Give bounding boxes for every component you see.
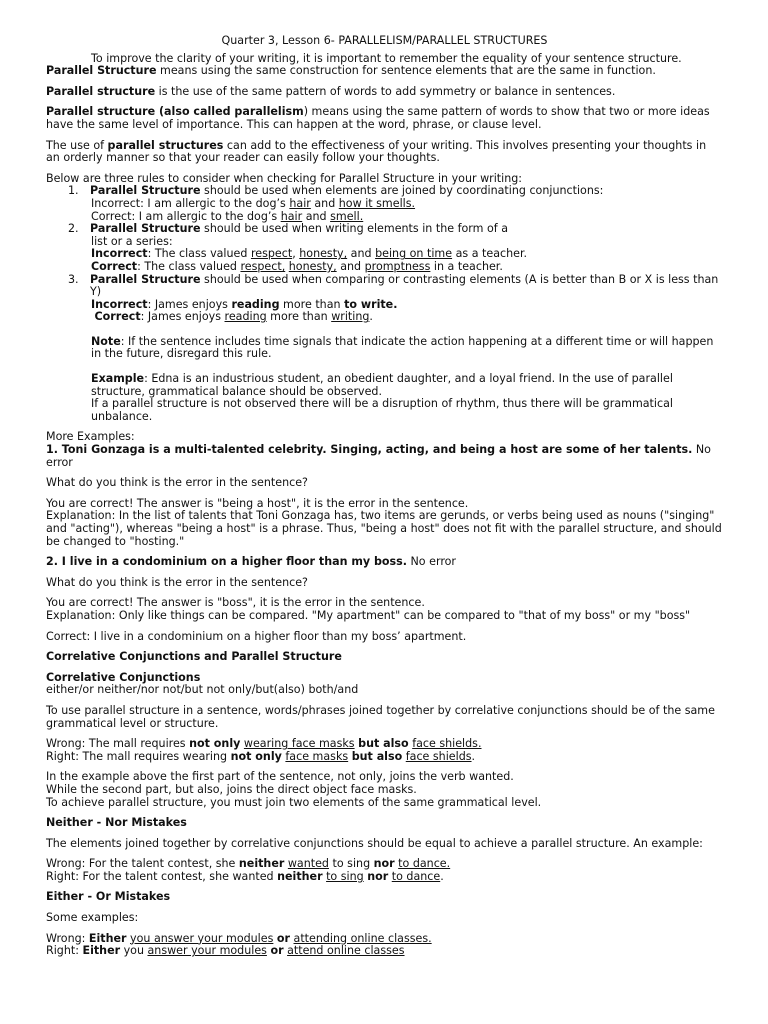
definition-2: Parallel structure is the use of the same pattern of words to add symmetry or balance in sentences. xyxy=(46,84,616,98)
rule-2: 2. Parallel Structure should be used when writing elements in the form of a list or a series: Incorrect: The class valued respect, honesty, and being on time as a teacher. Correct: The class valued respect, honesty, and promptness in a teacher. xyxy=(46,223,723,273)
rule-3: 3. Parallel Structure should be used when comparing or contrasting elements (A is better than B or X is less than Y) Incorrect: James enjoys reading more than to write. Correct: James enjoys reading more than writing. Note: If the sentence includes time signals that indicate the action happening at a different time or will happen in the future, disregard this rule. Example: Edna is an industrious student, an obedient daughter, and a loyal friend. In the use of parallel structure, grammatical balance should be observed. If a parallel structure is not observed there will be a disruption of rhythm, thus there will be grammatical unbalance. xyxy=(46,274,723,424)
definition-1-term: Parallel Structure xyxy=(46,64,157,78)
example-2-ask: What do you think is the error in the sentence? xyxy=(46,575,308,589)
correlative-explanation-1: In the example above the first part of the sentence, not only, joins the verb wanted. xyxy=(46,770,514,784)
definition-3: Parallel structure (also called parallelism) means using the same pattern of words to show that two or more ideas have the same level of importance. This can happen at the word, phrase, or clause level. xyxy=(46,105,710,131)
example-1-ask: What do you think is the error in the sentence? xyxy=(46,476,308,490)
example-2-answer: You are correct! The answer is "boss", it is the error in the sentence. xyxy=(46,596,425,610)
rules-heading: Below are three rules to consider when checking for Parallel Structure in your writing: xyxy=(46,171,523,185)
neither-nor-right: Right: For the talent contest, she wanted neither to sing nor to dance. xyxy=(46,869,444,883)
correlative-explanation-3: To achieve parallel structure, you must join two elements of the same grammatical level. xyxy=(46,795,542,809)
correlative-list: either/or neither/nor not/but not only/but(also) both/and xyxy=(46,683,359,697)
intro-line: To improve the clarity of your writing, it is important to remember the equality of your sentence structure. xyxy=(91,51,682,65)
correlative-wrong: Wrong: The mall requires not only wearing face masks but also face shields. xyxy=(46,737,482,751)
correlative-right: Right: The mall requires wearing not only face masks but also face shields. xyxy=(46,749,476,763)
neither-nor-wrong: Wrong: For the talent contest, she neither wanted to sing nor to dance. xyxy=(46,857,451,871)
rule-1-correct: Correct: I am allergic to the dog’s hair and smell. xyxy=(91,209,364,223)
rule-2-incorrect: Incorrect: The class valued respect, honesty, and being on time as a teacher. xyxy=(91,247,528,261)
correlative-explanation-2: While the second part, but also, joins the direct object face masks. xyxy=(46,782,417,796)
example-2-correct: Correct: I live in a condominium on a higher floor than my boss’ apartment. xyxy=(46,629,467,643)
example-2-question: 2. I live in a condominium on a higher floor than my boss. No error xyxy=(46,555,456,569)
correlative-paragraph: To use parallel structure in a sentence, words/phrases joined together by correlative conjunctions should be of the same grammatical level or structure. xyxy=(46,703,715,730)
rule-3-example: Example: Edna is an industrious student, an obedient daughter, and a loyal friend. In the use of parallel structure, grammatical balance should be observed. xyxy=(91,372,673,398)
page-title: Quarter 3, Lesson 6- PARALLELISM/PARALLEL STRUCTURES xyxy=(221,34,548,47)
rule-1-incorrect: Incorrect: I am allergic to the dog’s hair and how it smells. xyxy=(91,196,416,210)
correlative-heading: Correlative Conjunctions and Parallel Structure xyxy=(46,650,342,664)
rule-3-correct: Correct: James enjoys reading more than writing. xyxy=(94,310,373,324)
either-or-wrong: Wrong: Either you answer your modules or attending online classes. xyxy=(46,931,432,945)
neither-nor-paragraph: The elements joined together by correlative conjunctions should be equal to achieve a parallel structure. An example: xyxy=(46,836,703,850)
more-examples-heading: More Examples: xyxy=(46,430,135,444)
rule-3-incorrect: Incorrect: James enjoys reading more than to write. xyxy=(91,297,398,311)
correlative-subheading: Correlative Conjunctions xyxy=(46,670,201,684)
rule-3-note: Note: If the sentence includes time signals that indicate the action happening at a different time or will happen in the future, disregard this rule. xyxy=(91,334,714,361)
rule-1: 1. Parallel Structure should be used when elements are joined by coordinating conjunctions: Incorrect: I am allergic to the dog’s hair and how it smells. Correct: I am allergic to the dog’s hair and smell. xyxy=(46,185,723,223)
neither-nor-heading: Neither - Nor Mistakes xyxy=(46,816,187,830)
example-1-answer: You are correct! The answer is "being a host", it is the error in the sentence. xyxy=(46,496,469,510)
definition-1: Parallel Structure means using the same construction for sentence elements that are the same in function. xyxy=(46,64,656,78)
example-1-question: 1. Toni Gonzaga is a multi-talented celebrity. Singing, acting, and being a host are some of her talents. No error xyxy=(46,443,711,469)
example-1-explanation: Explanation: In the list of talents that Toni Gonzaga has, two items are gerunds, or verbs being used as nouns ("singing" and "acting"), whereas "being a host" is a phrase. Thus, "being a host" does not fit with the parallel structure, and should be changed to "hosting." xyxy=(46,509,722,548)
example-2-explanation: Explanation: Only like things can be compared. "My apartment" can be compared to "that of my boss" or my "boss" xyxy=(46,608,691,622)
either-or-right: Right: Either you answer your modules or attend online classes xyxy=(46,944,405,958)
rule-2-correct: Correct: The class valued respect, honesty, and promptness in a teacher. xyxy=(91,259,503,273)
either-or-paragraph: Some examples: xyxy=(46,911,139,925)
either-or-heading: Either - Or Mistakes xyxy=(46,890,171,904)
definition-4: The use of parallel structures can add to the effectiveness of your writing. This involves presenting your thoughts in an orderly manner so that your reader can easily follow your thoughts. xyxy=(46,138,707,165)
rule-3-example-2: If a parallel structure is not observed there will be a disruption of rhythm, thus there will be grammatical unbalance. xyxy=(91,397,673,423)
